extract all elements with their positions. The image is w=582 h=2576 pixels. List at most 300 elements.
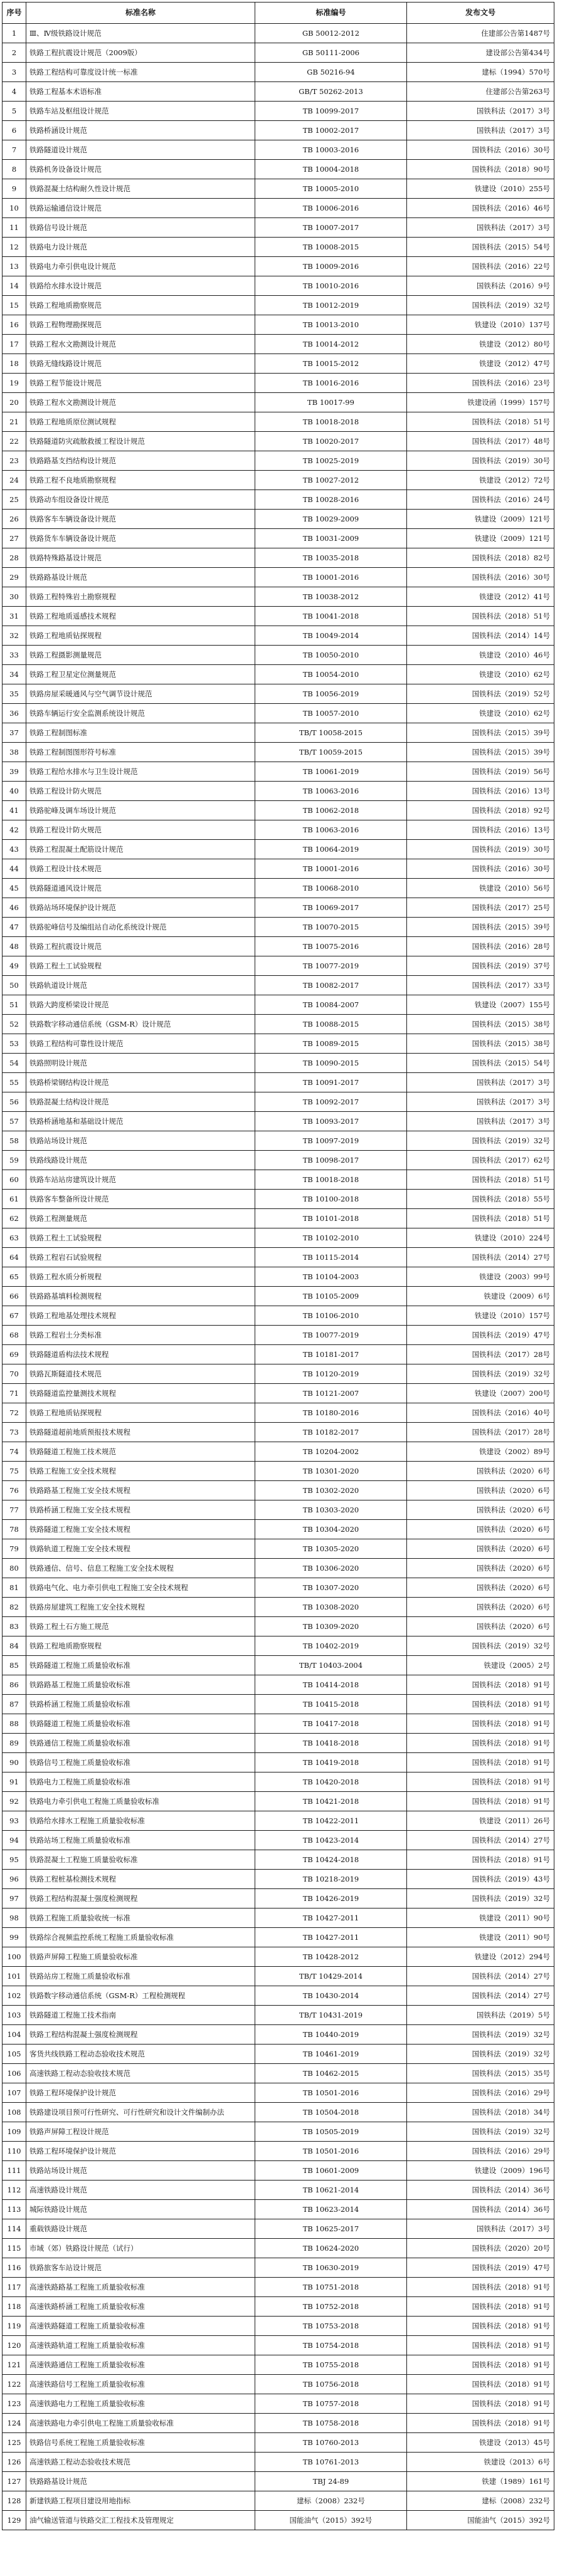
row-standard-number: TB 10309-2020 xyxy=(255,1617,407,1636)
row-seq: 30 xyxy=(3,587,26,607)
table-row xyxy=(3,1947,554,1967)
table-row xyxy=(3,665,554,684)
row-seq: 75 xyxy=(3,1462,26,1481)
row-standard-name: 铁路隧道通风设计规范 xyxy=(26,879,255,898)
row-seq: 113 xyxy=(3,2200,26,2219)
table-row xyxy=(3,43,554,63)
row-seq: 128 xyxy=(3,2491,26,2511)
row-standard-name: 铁路工程摄影测量规范 xyxy=(26,646,255,665)
row-standard-number: TB 10424-2018 xyxy=(255,1850,407,1870)
row-seq: 27 xyxy=(3,529,26,548)
table-row xyxy=(3,840,554,859)
row-standard-number: TB/T 10429-2014 xyxy=(255,1967,407,1986)
table-row xyxy=(3,432,554,451)
row-standard-number: TB 10624-2020 xyxy=(255,2239,407,2258)
table-row xyxy=(3,257,554,276)
row-standard-number: TB 10115-2014 xyxy=(255,1248,407,1267)
row-standard-name: 铁路建设项目预可行性研究、可行性研究和设计文件编制办法 xyxy=(26,2103,255,2122)
row-issue-document: 国铁科法（2020）6号 xyxy=(407,1481,554,1500)
row-issue-document: 国铁科法（2016）24号 xyxy=(407,490,554,510)
table-row xyxy=(3,684,554,704)
row-issue-document: 铁建设（2010）62号 xyxy=(407,704,554,723)
row-seq: 89 xyxy=(3,1734,26,1753)
table-row xyxy=(3,995,554,1015)
row-standard-number: TB 10182-2017 xyxy=(255,1423,407,1442)
row-standard-number: TB 10426-2019 xyxy=(255,1889,407,1908)
row-standard-number: TB 10077-2019 xyxy=(255,956,407,976)
row-seq: 104 xyxy=(3,2025,26,2045)
row-seq: 23 xyxy=(3,451,26,471)
row-seq: 10 xyxy=(3,199,26,218)
row-standard-number: TB 10075-2016 xyxy=(255,937,407,956)
row-standard-number: TB/T 10059-2015 xyxy=(255,743,407,762)
row-standard-number: TB 10017-99 xyxy=(255,393,407,412)
row-standard-number: TB 10101-2018 xyxy=(255,1209,407,1228)
row-standard-name: 铁路房屋建筑工程施工安全技术规程 xyxy=(26,1598,255,1617)
table-row xyxy=(3,2025,554,2045)
row-standard-name: 铁路工程设计防火规范 xyxy=(26,820,255,840)
row-issue-document: 国铁科法（2015）35号 xyxy=(407,2064,554,2083)
row-seq: 84 xyxy=(3,1636,26,1656)
row-issue-document: 铁建设（2009）121号 xyxy=(407,529,554,548)
row-issue-document: 铁建设（2013）6号 xyxy=(407,2453,554,2472)
row-standard-name: 铁路客车整备所设计规范 xyxy=(26,1190,255,1209)
row-standard-name: 铁路工程结构混凝土强度检测规程 xyxy=(26,1889,255,1908)
row-standard-number: TB 10009-2016 xyxy=(255,257,407,276)
row-standard-number: TB 10625-2017 xyxy=(255,2219,407,2239)
row-seq: 79 xyxy=(3,1539,26,1559)
table-row xyxy=(3,199,554,218)
row-standard-name: 铁路机务设备设计规范 xyxy=(26,160,255,179)
table-row xyxy=(3,2336,554,2355)
row-issue-document: 国铁科法（2014）27号 xyxy=(407,1986,554,2006)
row-standard-name: 铁路工程土工试验规程 xyxy=(26,1228,255,1248)
row-seq: 14 xyxy=(3,276,26,296)
table-row xyxy=(3,1850,554,1870)
row-seq: 68 xyxy=(3,1326,26,1345)
row-seq: 21 xyxy=(3,412,26,432)
row-seq: 117 xyxy=(3,2278,26,2297)
row-standard-number: TB 10016-2016 xyxy=(255,374,407,393)
row-standard-name: 铁路路基工程施工质量验收标准 xyxy=(26,1675,255,1695)
row-standard-name: 铁路工程环境保护设计规范 xyxy=(26,2083,255,2103)
table-row xyxy=(3,276,554,296)
table-row xyxy=(3,1772,554,1792)
table-row xyxy=(3,1986,554,2006)
row-standard-name: 铁路桥涵工程施工质量验收标准 xyxy=(26,1695,255,1714)
table-row xyxy=(3,1403,554,1423)
row-seq: 28 xyxy=(3,548,26,568)
row-seq: 123 xyxy=(3,2394,26,2414)
row-issue-document: 国铁科法（2019）30号 xyxy=(407,840,554,859)
row-standard-name: 铁路隧道监控量测技术规程 xyxy=(26,1384,255,1403)
row-standard-number: TB 10120-2019 xyxy=(255,1364,407,1384)
row-issue-document: 国铁科法（2018）91号 xyxy=(407,2317,554,2336)
row-standard-number: TB 10018-2018 xyxy=(255,412,407,432)
row-standard-name: 铁路隧道工程施工安全技术规程 xyxy=(26,1520,255,1539)
row-standard-number: TB 10082-2017 xyxy=(255,976,407,995)
row-standard-number: TB 10760-2013 xyxy=(255,2433,407,2453)
row-issue-document: 国铁科法（2018）91号 xyxy=(407,2278,554,2297)
row-issue-document: 国铁科法（2019）5号 xyxy=(407,2006,554,2025)
row-standard-number: TB 10421-2018 xyxy=(255,1792,407,1811)
row-standard-name: 铁路旅客车站设计规范 xyxy=(26,2258,255,2278)
row-standard-name: 铁路工程土石方施工规范 xyxy=(26,1617,255,1636)
table-row xyxy=(3,723,554,743)
table-row xyxy=(3,490,554,510)
row-standard-number: TB 10090-2015 xyxy=(255,1054,407,1073)
table-row xyxy=(3,2472,554,2491)
table-row xyxy=(3,898,554,918)
row-standard-number: TB 10027-2012 xyxy=(255,471,407,490)
row-standard-name: 铁路声屏障工程设计规范 xyxy=(26,2122,255,2142)
row-issue-document: 铁建设（2012）80号 xyxy=(407,335,554,354)
row-issue-document: 国铁科法（2020）6号 xyxy=(407,1578,554,1598)
row-issue-document: 国铁科法（2019）32号 xyxy=(407,1131,554,1151)
row-issue-document: 国铁科法（2019）30号 xyxy=(407,451,554,471)
row-standard-number: TB 10761-2013 xyxy=(255,2453,407,2472)
row-standard-name: 铁路隧道工程施工技术指南 xyxy=(26,2006,255,2025)
row-standard-name: 铁路工程混凝土配筋设计规范 xyxy=(26,840,255,859)
table-row xyxy=(3,1364,554,1384)
row-standard-number: TB 10501-2016 xyxy=(255,2083,407,2103)
row-standard-name: 铁路房屋采暖通风与空气调节设计规范 xyxy=(26,684,255,704)
table-row xyxy=(3,24,554,43)
row-standard-number: TB 10062-2018 xyxy=(255,801,407,820)
row-seq: 19 xyxy=(3,374,26,393)
row-standard-number: TB 10068-2010 xyxy=(255,879,407,898)
table-row xyxy=(3,1015,554,1034)
row-standard-name: 铁路动车组设备设计规范 xyxy=(26,490,255,510)
row-seq: 33 xyxy=(3,646,26,665)
row-issue-document: 铁建设（2012）72号 xyxy=(407,471,554,490)
row-standard-name: 铁路工程岩土分类标准 xyxy=(26,1326,255,1345)
row-seq: 126 xyxy=(3,2453,26,2472)
row-seq: 48 xyxy=(3,937,26,956)
row-standard-name: 油气输送管道与铁路交汇工程技术及管理规定 xyxy=(26,2511,255,2530)
row-standard-number: TB 10308-2020 xyxy=(255,1598,407,1617)
row-issue-document: 国铁科法（2018）34号 xyxy=(407,2103,554,2122)
row-issue-document: 国铁科法（2017）25号 xyxy=(407,898,554,918)
row-standard-number: TB 10306-2020 xyxy=(255,1559,407,1578)
row-issue-document: 铁建设（2009）196号 xyxy=(407,2161,554,2181)
row-standard-name: 铁路通信、信号、信息工程施工安全技术规程 xyxy=(26,1559,255,1578)
row-standard-number: GB 50216-94 xyxy=(255,63,407,82)
row-issue-document: 国铁科法（2018）91号 xyxy=(407,1792,554,1811)
row-issue-document: 国铁科法（2018）51号 xyxy=(407,1209,554,1228)
row-standard-name: 铁路工程特殊岩土勘察规程 xyxy=(26,587,255,607)
table-row xyxy=(3,2006,554,2025)
row-issue-document: 铁建设（2012）47号 xyxy=(407,354,554,374)
row-standard-number: TB 10084-2007 xyxy=(255,995,407,1015)
row-issue-document: 建标（1994）570号 xyxy=(407,63,554,82)
row-standard-number: TB 10755-2018 xyxy=(255,2355,407,2375)
row-standard-name: 铁路工程节能设计规范 xyxy=(26,374,255,393)
row-seq: 16 xyxy=(3,315,26,335)
row-standard-number: TB 10504-2018 xyxy=(255,2103,407,2122)
table-row xyxy=(3,646,554,665)
table-row xyxy=(3,879,554,898)
row-issue-document: 国铁科法（2018）90号 xyxy=(407,160,554,179)
row-issue-document: 国铁科法（2014）27号 xyxy=(407,1967,554,1986)
table-row xyxy=(3,607,554,626)
table-row xyxy=(3,820,554,840)
row-standard-name: 铁路站场环境保护设计规范 xyxy=(26,898,255,918)
row-seq: 82 xyxy=(3,1598,26,1617)
row-seq: 65 xyxy=(3,1267,26,1287)
row-standard-name: 高速铁路电力工程施工质量验收标准 xyxy=(26,2394,255,2414)
row-standard-number: TB/T 10431-2019 xyxy=(255,2006,407,2025)
row-issue-document: 国铁科法（2016）9号 xyxy=(407,276,554,296)
table-row xyxy=(3,1209,554,1228)
row-standard-number: TB/T 10058-2015 xyxy=(255,723,407,743)
row-standard-name: 铁路大跨度桥梁设计规范 xyxy=(26,995,255,1015)
row-seq: 88 xyxy=(3,1714,26,1734)
row-seq: 2 xyxy=(3,43,26,63)
row-seq: 1 xyxy=(3,24,26,43)
row-seq: 122 xyxy=(3,2375,26,2394)
row-issue-document: 铁建设（2012）41号 xyxy=(407,587,554,607)
row-issue-document: 国铁科法（2017）48号 xyxy=(407,432,554,451)
row-standard-number: 建标（2008）232号 xyxy=(255,2491,407,2511)
row-standard-number: TB 10064-2019 xyxy=(255,840,407,859)
row-standard-number: TB 10077-2019 xyxy=(255,1326,407,1345)
row-standard-name: 铁路工程地质钻探规程 xyxy=(26,626,255,646)
table-row xyxy=(3,315,554,335)
row-standard-number: TB 10029-2009 xyxy=(255,510,407,529)
row-standard-name: 市域（郊）铁路设计规范（试行） xyxy=(26,2239,255,2258)
row-standard-number: TB 10304-2020 xyxy=(255,1520,407,1539)
row-standard-number: TB 10301-2020 xyxy=(255,1462,407,1481)
row-seq: 18 xyxy=(3,354,26,374)
table-row xyxy=(3,63,554,82)
row-seq: 70 xyxy=(3,1364,26,1384)
row-seq: 76 xyxy=(3,1481,26,1500)
row-issue-document: 国铁科法（2019）43号 xyxy=(407,1870,554,1889)
header-standard-number: 标准编号 xyxy=(255,3,407,24)
table-row xyxy=(3,1636,554,1656)
row-issue-document: 国铁科法（2019）52号 xyxy=(407,684,554,704)
row-seq: 13 xyxy=(3,257,26,276)
row-standard-number: TB 10056-2019 xyxy=(255,684,407,704)
row-seq: 17 xyxy=(3,335,26,354)
row-standard-number: GB 50111-2006 xyxy=(255,43,407,63)
row-issue-document: 国铁科法（2018）51号 xyxy=(407,607,554,626)
row-standard-name: 铁路工程测量规范 xyxy=(26,1209,255,1228)
table-row xyxy=(3,140,554,160)
standards-table xyxy=(2,2,554,2530)
table-row xyxy=(3,2394,554,2414)
row-issue-document: 国铁科法（2016）28号 xyxy=(407,937,554,956)
row-standard-number: TB 10102-2010 xyxy=(255,1228,407,1248)
row-standard-name: 铁路综合视频监控系统工程施工质量验收标准 xyxy=(26,1928,255,1947)
row-seq: 29 xyxy=(3,568,26,587)
row-issue-document: 国铁科法（2018）91号 xyxy=(407,1714,554,1734)
row-issue-document: 国铁科法（2015）54号 xyxy=(407,238,554,257)
row-issue-document: 国铁科法（2016）30号 xyxy=(407,568,554,587)
table-row xyxy=(3,2258,554,2278)
row-seq: 8 xyxy=(3,160,26,179)
table-row xyxy=(3,2453,554,2472)
row-seq: 20 xyxy=(3,393,26,412)
row-standard-name: 铁路工程制图图形符号标准 xyxy=(26,743,255,762)
table-row xyxy=(3,374,554,393)
row-standard-number: TB 10462-2015 xyxy=(255,2064,407,2083)
row-standard-name: 铁路隧道工程施工质量验收标准 xyxy=(26,1714,255,1734)
row-standard-number: TB 10008-2015 xyxy=(255,238,407,257)
row-standard-name: 新建铁路工程项目建设用地指标 xyxy=(26,2491,255,2511)
row-standard-number: TB 10069-2017 xyxy=(255,898,407,918)
row-issue-document: 国铁科法（2018）91号 xyxy=(407,1850,554,1870)
row-standard-name: 铁路给水排水设计规范 xyxy=(26,276,255,296)
row-issue-document: 国铁科法（2016）30号 xyxy=(407,140,554,160)
row-standard-name: 铁路工程给水排水与卫生设计规范 xyxy=(26,762,255,782)
row-standard-name: 铁路工程地质勘察规范 xyxy=(26,296,255,315)
row-seq: 69 xyxy=(3,1345,26,1364)
table-row xyxy=(3,2375,554,2394)
row-standard-number: TB 10092-2017 xyxy=(255,1092,407,1112)
row-seq: 125 xyxy=(3,2433,26,2453)
row-seq: 44 xyxy=(3,859,26,879)
table-header-row xyxy=(3,3,554,24)
row-standard-number: TB 10422-2011 xyxy=(255,1811,407,1831)
table-row xyxy=(3,1481,554,1500)
row-seq: 90 xyxy=(3,1753,26,1772)
table-row xyxy=(3,2491,554,2511)
row-standard-name: 铁路路基设计规范 xyxy=(26,2472,255,2491)
row-standard-number: TB 10093-2017 xyxy=(255,1112,407,1131)
row-issue-document: 住建部公告第263号 xyxy=(407,82,554,102)
row-seq: 31 xyxy=(3,607,26,626)
table-row xyxy=(3,626,554,646)
table-row xyxy=(3,704,554,723)
row-issue-document: 国铁科法（2016）29号 xyxy=(407,2142,554,2161)
table-row xyxy=(3,2355,554,2375)
row-standard-name: 铁路隧道设计规范 xyxy=(26,140,255,160)
row-standard-name: 铁路工程水文勘测设计规范 xyxy=(26,335,255,354)
row-standard-name: 铁路站房工程施工质量验收标准 xyxy=(26,1967,255,1986)
row-issue-document: 住建部公告第1487号 xyxy=(407,24,554,43)
table-row xyxy=(3,1578,554,1598)
row-standard-name: 铁路工程结构可靠度设计统一标准 xyxy=(26,63,255,82)
table-row xyxy=(3,218,554,238)
row-standard-number: TB 10063-2016 xyxy=(255,820,407,840)
row-seq: 60 xyxy=(3,1170,26,1190)
row-issue-document: 国铁科法（2018）55号 xyxy=(407,1190,554,1209)
table-row xyxy=(3,471,554,490)
row-issue-document: 国能油气（2015）392号 xyxy=(407,2511,554,2530)
row-standard-name: 高速铁路工程动态验收技术规范 xyxy=(26,2453,255,2472)
row-seq: 86 xyxy=(3,1675,26,1695)
row-issue-document: 国铁科法（2019）56号 xyxy=(407,762,554,782)
row-seq: 5 xyxy=(3,102,26,121)
row-seq: 78 xyxy=(3,1520,26,1539)
row-standard-name: 铁路工程施工安全技术规程 xyxy=(26,1462,255,1481)
row-issue-document: 国铁科法（2019）32号 xyxy=(407,1364,554,1384)
row-standard-number: TB 10001-2016 xyxy=(255,859,407,879)
row-issue-document: 国铁科法（2019）32号 xyxy=(407,296,554,315)
row-issue-document: 国铁科法（2019）47号 xyxy=(407,2258,554,2278)
row-seq: 91 xyxy=(3,1772,26,1792)
row-issue-document: 铁建设（2013）45号 xyxy=(407,2433,554,2453)
row-standard-number: TB 10063-2016 xyxy=(255,782,407,801)
row-seq: 55 xyxy=(3,1073,26,1092)
table-row xyxy=(3,393,554,412)
row-standard-number: TB 10440-2019 xyxy=(255,2025,407,2045)
row-seq: 80 xyxy=(3,1559,26,1578)
table-row xyxy=(3,587,554,607)
row-seq: 81 xyxy=(3,1578,26,1598)
row-seq: 57 xyxy=(3,1112,26,1131)
table-row xyxy=(3,1870,554,1889)
table-row xyxy=(3,1695,554,1714)
row-standard-name: 城际铁路设计规范 xyxy=(26,2200,255,2219)
row-seq: 102 xyxy=(3,1986,26,2006)
row-issue-document: 铁建设（2010）224号 xyxy=(407,1228,554,1248)
row-seq: 77 xyxy=(3,1500,26,1520)
row-issue-document: 国铁科法（2016）13号 xyxy=(407,782,554,801)
table-row xyxy=(3,451,554,471)
row-seq: 54 xyxy=(3,1054,26,1073)
table-row xyxy=(3,937,554,956)
header-issue-document: 发布文号 xyxy=(407,3,554,24)
row-issue-document: 铁建设（2010）56号 xyxy=(407,879,554,898)
row-standard-number: TB 10621-2014 xyxy=(255,2181,407,2200)
row-standard-number: TB 10100-2018 xyxy=(255,1190,407,1209)
row-issue-document: 国铁科法（2015）38号 xyxy=(407,1015,554,1034)
row-issue-document: 国铁科法（2016）30号 xyxy=(407,859,554,879)
row-issue-document: 国铁科法（2014）27号 xyxy=(407,1831,554,1850)
table-row xyxy=(3,1267,554,1287)
table-row xyxy=(3,82,554,102)
row-standard-number: TB 10010-2016 xyxy=(255,276,407,296)
row-standard-number: TB 10204-2002 xyxy=(255,1442,407,1462)
table-row xyxy=(3,296,554,315)
row-issue-document: 铁建（1989）161号 xyxy=(407,2472,554,2491)
row-seq: 50 xyxy=(3,976,26,995)
row-seq: 56 xyxy=(3,1092,26,1112)
row-standard-name: 铁路工程基本术语标准 xyxy=(26,82,255,102)
row-standard-number: TB 10049-2014 xyxy=(255,626,407,646)
row-seq: 62 xyxy=(3,1209,26,1228)
table-row xyxy=(3,1889,554,1908)
table-row xyxy=(3,568,554,587)
row-seq: 105 xyxy=(3,2045,26,2064)
row-standard-name: 高速铁路轨道工程施工质量验收标准 xyxy=(26,2336,255,2355)
row-issue-document: 国铁科法（2017）3号 xyxy=(407,1092,554,1112)
table-row xyxy=(3,782,554,801)
row-seq: 101 xyxy=(3,1967,26,1986)
row-standard-number: GB 50012-2012 xyxy=(255,24,407,43)
table-row xyxy=(3,2142,554,2161)
row-issue-document: 国铁科法（2018）91号 xyxy=(407,2336,554,2355)
row-issue-document: 国铁科法（2017）28号 xyxy=(407,1345,554,1364)
table-row xyxy=(3,160,554,179)
table-row xyxy=(3,1228,554,1248)
row-seq: 115 xyxy=(3,2239,26,2258)
row-issue-document: 国铁科法（2014）36号 xyxy=(407,2200,554,2219)
row-issue-document: 国铁科法（2017）3号 xyxy=(407,102,554,121)
row-standard-name: 高速铁路电力牵引供电工程施工质量验收标准 xyxy=(26,2414,255,2433)
table-row xyxy=(3,762,554,782)
row-standard-number: TB 10623-2014 xyxy=(255,2200,407,2219)
row-issue-document: 国铁科法（2018）91号 xyxy=(407,2355,554,2375)
row-seq: 93 xyxy=(3,1811,26,1831)
row-seq: 4 xyxy=(3,82,26,102)
row-issue-document: 国铁科法（2015）38号 xyxy=(407,1034,554,1054)
row-standard-name: 铁路轨道设计规范 xyxy=(26,976,255,995)
table-row xyxy=(3,2083,554,2103)
